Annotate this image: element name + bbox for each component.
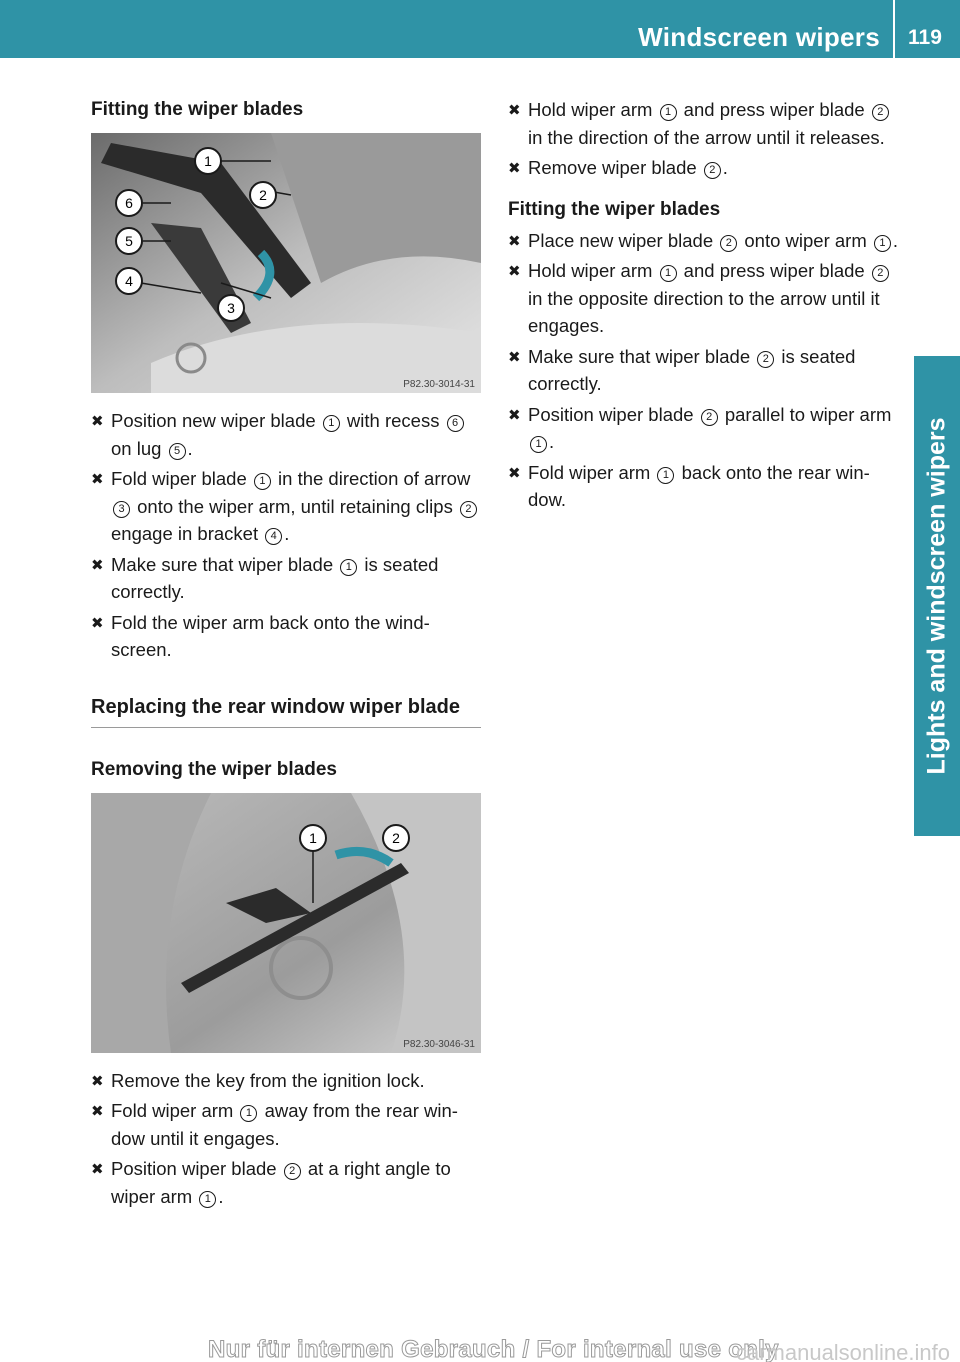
callout-number: 2 bbox=[460, 501, 477, 518]
callout-number: 1 bbox=[240, 1105, 257, 1122]
step-text: Position wiper blade bbox=[528, 403, 699, 425]
instruction-step bbox=[508, 154, 900, 182]
step-text: Hold wiper arm bbox=[528, 260, 658, 281]
step-text: . bbox=[187, 437, 193, 459]
instruction-step bbox=[91, 609, 481, 664]
instruction-step bbox=[91, 1155, 481, 1210]
step-arrow-icon: ✖ bbox=[91, 556, 104, 574]
removing-heading: Removing the wiper blades bbox=[91, 758, 337, 780]
instruction-step bbox=[91, 1067, 481, 1095]
step-text: onto wiper arm bbox=[739, 229, 872, 251]
step-text: . bbox=[892, 229, 899, 251]
instruction-step bbox=[508, 401, 900, 456]
figure-code: P82.30-3046-31 bbox=[403, 1038, 475, 1050]
callout-number: 1 bbox=[323, 415, 340, 432]
step-text: Fold wiper arm bbox=[111, 1100, 239, 1121]
site-watermark: carmanualsonline.info bbox=[735, 1340, 950, 1362]
step-arrow-icon: ✖ bbox=[508, 348, 521, 366]
callout-number: 2 bbox=[284, 1163, 301, 1180]
instruction-step bbox=[508, 257, 900, 340]
step-text: in the direction of arrow bbox=[272, 468, 471, 489]
rear-wiper-svg bbox=[91, 793, 481, 1053]
step-arrow-icon: ✖ bbox=[91, 1103, 104, 1120]
step-text: Fold wiper blade bbox=[111, 468, 252, 489]
step-text: Position new wiper blade bbox=[111, 410, 321, 431]
callout-number: 1 bbox=[199, 1191, 216, 1208]
callout-number: 1 bbox=[340, 559, 357, 576]
callout-1 bbox=[195, 148, 221, 174]
svg-text:4: 4 bbox=[125, 273, 133, 289]
svg-text:6: 6 bbox=[125, 195, 133, 211]
callout-number: 3 bbox=[113, 501, 130, 518]
step-text: and press wiper blade bbox=[678, 99, 870, 120]
instruction-step bbox=[91, 465, 481, 548]
step-arrow-icon: ✖ bbox=[91, 1072, 104, 1090]
callout-number: 1 bbox=[254, 473, 271, 490]
callout-number: 4 bbox=[265, 528, 282, 545]
step-text: onto the wiper arm, until retaining clips bbox=[132, 495, 458, 517]
rear-wiper-heading: Replacing the rear window wiper blade bbox=[91, 694, 481, 728]
instruction-step bbox=[508, 343, 900, 398]
section-title: Windscreen wipers bbox=[638, 22, 880, 52]
callout-5 bbox=[116, 228, 142, 254]
step-text: Position wiper blade bbox=[111, 1158, 282, 1179]
step-arrow-icon: ✖ bbox=[508, 464, 521, 482]
header-bar bbox=[0, 0, 960, 58]
chapter-side-tab bbox=[914, 356, 960, 836]
instruction-step bbox=[91, 551, 481, 606]
step-arrow-icon: ✖ bbox=[508, 160, 521, 177]
step-text: away from the rear win-dow until it engages. bbox=[111, 1100, 458, 1149]
fitting-steps bbox=[91, 407, 481, 664]
figure-code: P82.30-3014-31 bbox=[403, 379, 475, 390]
svg-text:1: 1 bbox=[204, 153, 212, 169]
removing-steps-left bbox=[91, 1067, 481, 1211]
svg-text:2: 2 bbox=[259, 187, 267, 203]
step-text: . bbox=[722, 157, 728, 178]
step-text: . bbox=[218, 1185, 224, 1207]
step-text: Make sure that wiper blade bbox=[111, 553, 339, 575]
step-text: and press wiper blade bbox=[678, 260, 870, 281]
step-text: on lug bbox=[111, 437, 167, 459]
callout-number: 2 bbox=[704, 162, 721, 179]
callout-number: 2 bbox=[872, 104, 889, 121]
step-text: Fold wiper arm bbox=[528, 461, 656, 483]
callout-3 bbox=[218, 295, 244, 321]
step-arrow-icon: ✖ bbox=[91, 471, 104, 488]
callout-number: 1 bbox=[660, 265, 677, 282]
step-text: Remove wiper blade bbox=[528, 157, 702, 178]
step-text: Place new wiper blade bbox=[528, 229, 719, 251]
step-text: Remove the key from the ignition lock. bbox=[111, 1069, 425, 1091]
callout-2 bbox=[383, 825, 409, 851]
removing-steps-right bbox=[508, 96, 900, 182]
step-text: . bbox=[284, 523, 290, 544]
callout-number: 2 bbox=[757, 351, 774, 368]
chapter-label: Lights and windscreen wipers bbox=[922, 417, 951, 775]
step-arrow-icon: ✖ bbox=[91, 1161, 104, 1178]
step-arrow-icon: ✖ bbox=[508, 102, 521, 119]
header-divider bbox=[893, 0, 895, 58]
instruction-step bbox=[91, 1097, 481, 1152]
callout-6 bbox=[116, 190, 142, 216]
callout-1 bbox=[300, 825, 326, 851]
step-text: engage in bracket bbox=[111, 523, 264, 544]
step-arrow-icon: ✖ bbox=[91, 413, 104, 430]
step-text: is seated correctly. bbox=[111, 553, 439, 602]
callout-number: 2 bbox=[701, 409, 718, 426]
callout-number: 2 bbox=[872, 265, 889, 282]
callout-number: 1 bbox=[530, 436, 547, 453]
step-text: Fold the wiper arm back onto the wind-screen. bbox=[111, 611, 430, 660]
instruction-step bbox=[91, 407, 481, 462]
rear-fitting-steps bbox=[508, 227, 900, 514]
callout-number: 2 bbox=[720, 235, 737, 252]
step-text: Make sure that wiper blade bbox=[528, 345, 756, 367]
step-text: Hold wiper arm bbox=[528, 99, 658, 120]
svg-text:5: 5 bbox=[125, 233, 133, 249]
svg-text:2: 2 bbox=[392, 829, 400, 846]
front-wiper-svg bbox=[91, 133, 481, 393]
step-text: parallel to wiper arm bbox=[719, 403, 892, 425]
instruction-step bbox=[508, 227, 900, 255]
step-text: with recess bbox=[341, 410, 445, 431]
svg-text:1: 1 bbox=[309, 829, 317, 846]
step-text: in the opposite direction to the arrow until it engages. bbox=[528, 287, 880, 336]
step-arrow-icon: ✖ bbox=[508, 232, 521, 250]
instruction-step bbox=[508, 96, 900, 151]
step-text: . bbox=[549, 431, 555, 452]
callout-number: 1 bbox=[874, 235, 891, 252]
step-arrow-icon: ✖ bbox=[508, 406, 521, 424]
callout-number: 1 bbox=[657, 467, 674, 484]
internal-use-watermark: Nur für internen Gebrauch / For internal use only bbox=[208, 1336, 779, 1362]
front-wiper-illustration bbox=[91, 133, 481, 393]
instruction-step bbox=[508, 459, 900, 514]
callout-number: 5 bbox=[169, 443, 186, 460]
step-text: in the direction of the arrow until it releases. bbox=[528, 126, 885, 148]
page-number: 119 bbox=[908, 26, 942, 49]
callout-4 bbox=[116, 268, 142, 294]
right-column bbox=[508, 96, 900, 517]
rear-fitting-heading: Fitting the wiper blades bbox=[508, 198, 721, 220]
step-arrow-icon: ✖ bbox=[508, 263, 521, 280]
callout-number: 6 bbox=[447, 415, 464, 432]
step-text: is seated correctly. bbox=[528, 345, 856, 394]
svg-text:3: 3 bbox=[227, 300, 235, 316]
fitting-heading: Fitting the wiper blades bbox=[91, 99, 304, 120]
left-column bbox=[91, 96, 481, 1213]
step-text: at a right angle to wiper arm bbox=[111, 1158, 451, 1207]
callout-number: 1 bbox=[660, 104, 677, 121]
callout-2 bbox=[250, 182, 276, 208]
rear-wiper-illustration bbox=[91, 793, 481, 1053]
step-text: back onto the rear win-dow. bbox=[528, 461, 870, 510]
step-arrow-icon: ✖ bbox=[91, 614, 104, 632]
